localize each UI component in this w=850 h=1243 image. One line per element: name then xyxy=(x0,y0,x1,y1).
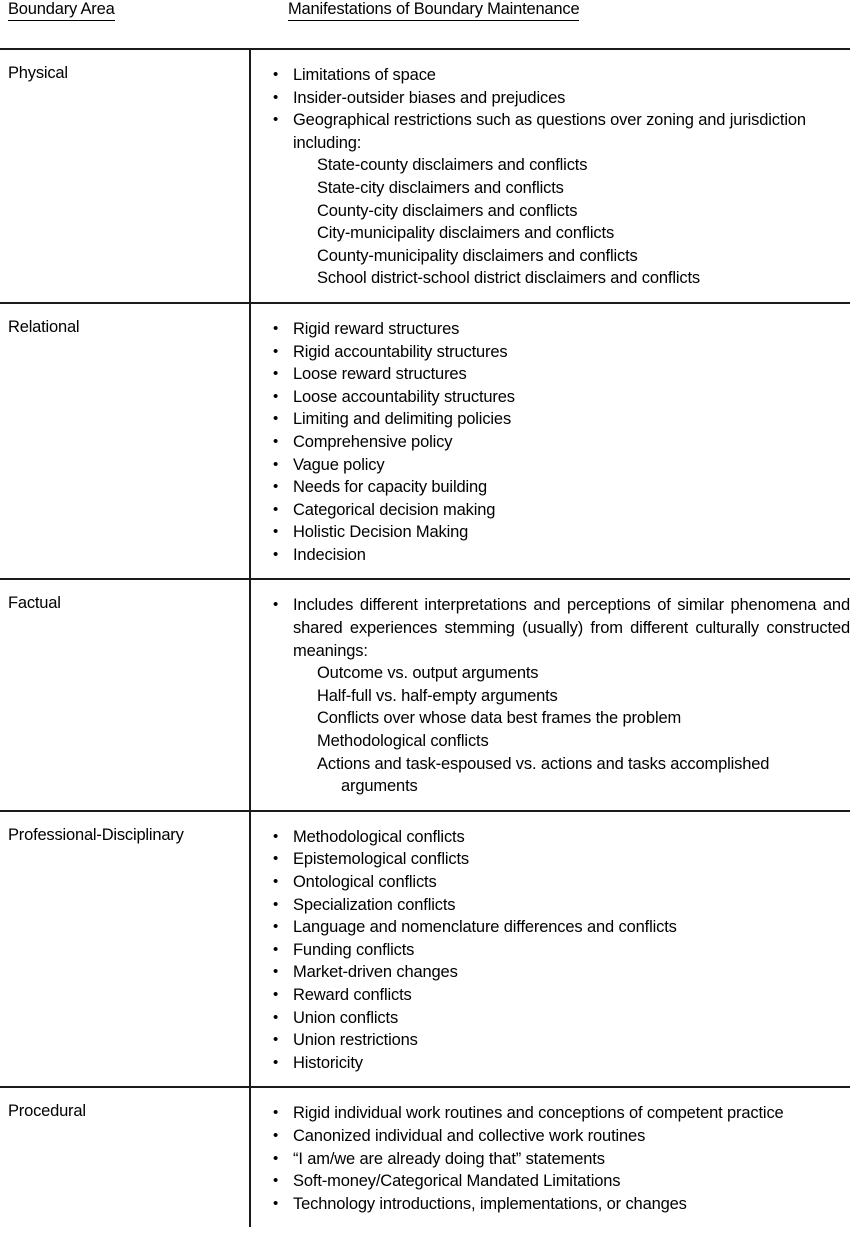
bullet-icon: • xyxy=(273,111,279,129)
list-item xyxy=(273,544,850,567)
boundary-area-cell xyxy=(0,304,251,579)
bullet-icon: • xyxy=(273,88,279,106)
list-item-label: Specialization conflicts xyxy=(293,895,456,914)
list-item-label: Language and nomenclature differences and conflicts xyxy=(293,918,677,937)
table-row xyxy=(0,580,850,811)
list-item xyxy=(273,64,850,87)
table-row xyxy=(0,1088,850,1227)
list-item-label: Loose accountability structures xyxy=(293,387,515,406)
boundary-area-label: Procedural xyxy=(8,1102,86,1121)
list-item xyxy=(273,1125,850,1148)
manifestation-bullet-list xyxy=(273,318,850,567)
column-header-manifestations-label: Manifestations of Boundary Maintenance xyxy=(288,0,579,21)
boundary-area-cell xyxy=(0,50,251,302)
bullet-icon: • xyxy=(273,596,279,614)
list-item xyxy=(273,848,850,871)
manifestations-cell xyxy=(251,580,850,809)
boundary-area-label: Physical xyxy=(8,64,68,82)
bullet-icon: • xyxy=(273,985,279,1003)
sub-list-item: County-municipality disclaimers and conflicts xyxy=(317,246,638,265)
list-item xyxy=(273,386,850,409)
sub-list-item: Methodological conflicts xyxy=(317,732,489,751)
sub-list-item-continuation: arguments xyxy=(341,777,418,796)
boundary-area-cell xyxy=(0,1088,251,1227)
bullet-icon: • xyxy=(273,1053,279,1071)
list-item xyxy=(273,1170,850,1193)
list-item-label: Loose reward structures xyxy=(293,365,467,384)
list-item xyxy=(273,1148,850,1171)
bullet-icon: • xyxy=(273,500,279,518)
bullet-icon: • xyxy=(273,1008,279,1026)
sub-list-item: State-city disclaimers and conflicts xyxy=(317,178,564,197)
list-item-label: Rigid accountability structures xyxy=(293,342,508,361)
list-item xyxy=(273,408,850,431)
bullet-icon: • xyxy=(273,1194,279,1212)
list-item xyxy=(273,826,850,849)
list-item-label: Reward conflicts xyxy=(293,985,412,1004)
table-row xyxy=(0,304,850,581)
list-item xyxy=(273,1102,850,1125)
sub-list-item: School district-school district disclaimers and conflicts xyxy=(317,269,701,288)
bullet-icon: • xyxy=(273,850,279,868)
bullet-icon: • xyxy=(273,963,279,981)
list-item xyxy=(273,1193,850,1216)
manifestation-subitem-list xyxy=(273,154,850,290)
manifestations-cell xyxy=(251,1088,850,1227)
bullet-icon: • xyxy=(273,523,279,541)
list-item-label: Includes different interpretations and perceptions of similar phenomena and shared experiences stemming (usually) from different culturally constructed meanings: xyxy=(293,596,850,660)
list-item-label: Needs for capacity building xyxy=(293,478,488,497)
list-item xyxy=(273,961,850,984)
list-item xyxy=(273,894,850,917)
list-item-label: Geographical restrictions such as questions over zoning and jurisdiction including: xyxy=(293,111,806,152)
manifestations-cell xyxy=(251,304,850,579)
list-item xyxy=(273,521,850,544)
sub-list-item: Half-full vs. half-empty arguments xyxy=(317,686,558,705)
list-item-label: Soft-money/Categorical Mandated Limitations xyxy=(293,1172,621,1191)
list-item xyxy=(273,109,850,154)
bullet-icon: • xyxy=(273,1104,279,1122)
list-item-label: Historicity xyxy=(293,1053,363,1072)
list-item-label: Limitations of space xyxy=(293,66,436,84)
list-item xyxy=(273,499,850,522)
table-row xyxy=(0,812,850,1089)
list-item xyxy=(273,341,850,364)
list-item-label: Funding conflicts xyxy=(293,940,415,959)
list-item xyxy=(273,318,850,341)
bullet-icon: • xyxy=(273,455,279,473)
list-item-label: Comprehensive policy xyxy=(293,432,453,451)
list-item-label: Market-driven changes xyxy=(293,963,458,982)
list-item-label: Vague policy xyxy=(293,455,385,474)
bullet-icon: • xyxy=(273,319,279,337)
list-item-label: Canonized individual and collective work routines xyxy=(293,1126,646,1145)
list-item-label: Technology introductions, implementations, or changes xyxy=(293,1194,687,1213)
list-item-label: Ontological conflicts xyxy=(293,873,437,891)
bullet-icon: • xyxy=(273,66,279,83)
list-item-label: Epistemological conflicts xyxy=(293,850,469,869)
bullet-icon: • xyxy=(273,1149,279,1167)
boundary-area-label: Professional-Disciplinary xyxy=(8,825,184,844)
table-row xyxy=(0,50,850,304)
list-item xyxy=(273,363,850,386)
list-item-label: Union restrictions xyxy=(293,1031,418,1050)
bullet-icon: • xyxy=(273,827,279,845)
bullet-icon: • xyxy=(273,940,279,958)
boundary-area-cell xyxy=(0,580,251,809)
bullet-icon: • xyxy=(273,432,279,450)
list-item xyxy=(273,916,850,939)
manifestations-cell xyxy=(251,812,850,1087)
boundary-area-cell xyxy=(0,812,251,1087)
bullet-icon: • xyxy=(273,1031,279,1049)
bullet-icon: • xyxy=(273,918,279,936)
list-item xyxy=(273,454,850,477)
sub-list-item: State-county disclaimers and conflicts xyxy=(317,156,588,175)
bullet-icon: • xyxy=(273,365,279,383)
list-item xyxy=(273,1007,850,1030)
table-header-row xyxy=(0,0,850,48)
sub-list-item: County-city disclaimers and conflicts xyxy=(317,201,578,220)
bullet-icon: • xyxy=(273,410,279,428)
manifestations-cell xyxy=(251,50,850,302)
sub-list-item: Actions and task-espoused vs. actions and tasks accomplished arguments xyxy=(273,753,850,798)
list-item-label: Holistic Decision Making xyxy=(293,523,469,542)
list-item xyxy=(273,431,850,454)
list-item-label: Rigid reward structures xyxy=(293,319,460,338)
boundary-area-label: Factual xyxy=(8,594,61,613)
list-item-label: Categorical decision making xyxy=(293,500,496,519)
list-item xyxy=(273,871,850,894)
list-item-label: Indecision xyxy=(293,545,366,564)
manifestation-bullet-list xyxy=(273,826,850,1075)
bullet-icon: • xyxy=(273,545,279,563)
bullet-icon: • xyxy=(273,478,279,496)
list-item xyxy=(273,87,850,110)
bullet-icon: • xyxy=(273,1126,279,1144)
list-item-label: Rigid individual work routines and conceptions of competent practice xyxy=(293,1104,784,1123)
list-item xyxy=(273,1052,850,1075)
sub-list-item: Outcome vs. output arguments xyxy=(317,664,539,683)
bullet-icon: • xyxy=(273,873,279,890)
bullet-icon: • xyxy=(273,342,279,360)
bullet-icon: • xyxy=(273,1172,279,1190)
list-item-label: “I am/we are already doing that” statements xyxy=(293,1149,605,1168)
bullet-icon: • xyxy=(273,387,279,405)
list-item xyxy=(273,939,850,962)
column-header-boundary-area xyxy=(8,0,115,21)
column-header-boundary-area-label: Boundary Area xyxy=(8,0,115,21)
bullet-icon: • xyxy=(273,895,279,913)
list-item-label: Insider-outsider biases and prejudices xyxy=(293,88,566,107)
sub-list-item: Conflicts over whose data best frames the problem xyxy=(317,709,682,728)
list-item xyxy=(273,1029,850,1052)
list-item xyxy=(273,594,850,662)
list-item-label: Union conflicts xyxy=(293,1008,399,1027)
list-item xyxy=(273,476,850,499)
list-item-label: Limiting and delimiting policies xyxy=(293,410,512,429)
sub-list-item: City-municipality disclaimers and conflicts xyxy=(317,224,615,243)
manifestation-subitem-list xyxy=(273,662,850,798)
manifestation-bullet-list xyxy=(273,64,850,154)
manifestation-bullet-list xyxy=(273,1102,850,1215)
column-header-manifestations xyxy=(288,0,579,21)
list-item xyxy=(273,984,850,1007)
list-item-label: Methodological conflicts xyxy=(293,827,465,846)
boundary-maintenance-table xyxy=(0,48,850,1227)
manifestation-bullet-list xyxy=(273,594,850,662)
boundary-area-label: Relational xyxy=(8,317,80,336)
